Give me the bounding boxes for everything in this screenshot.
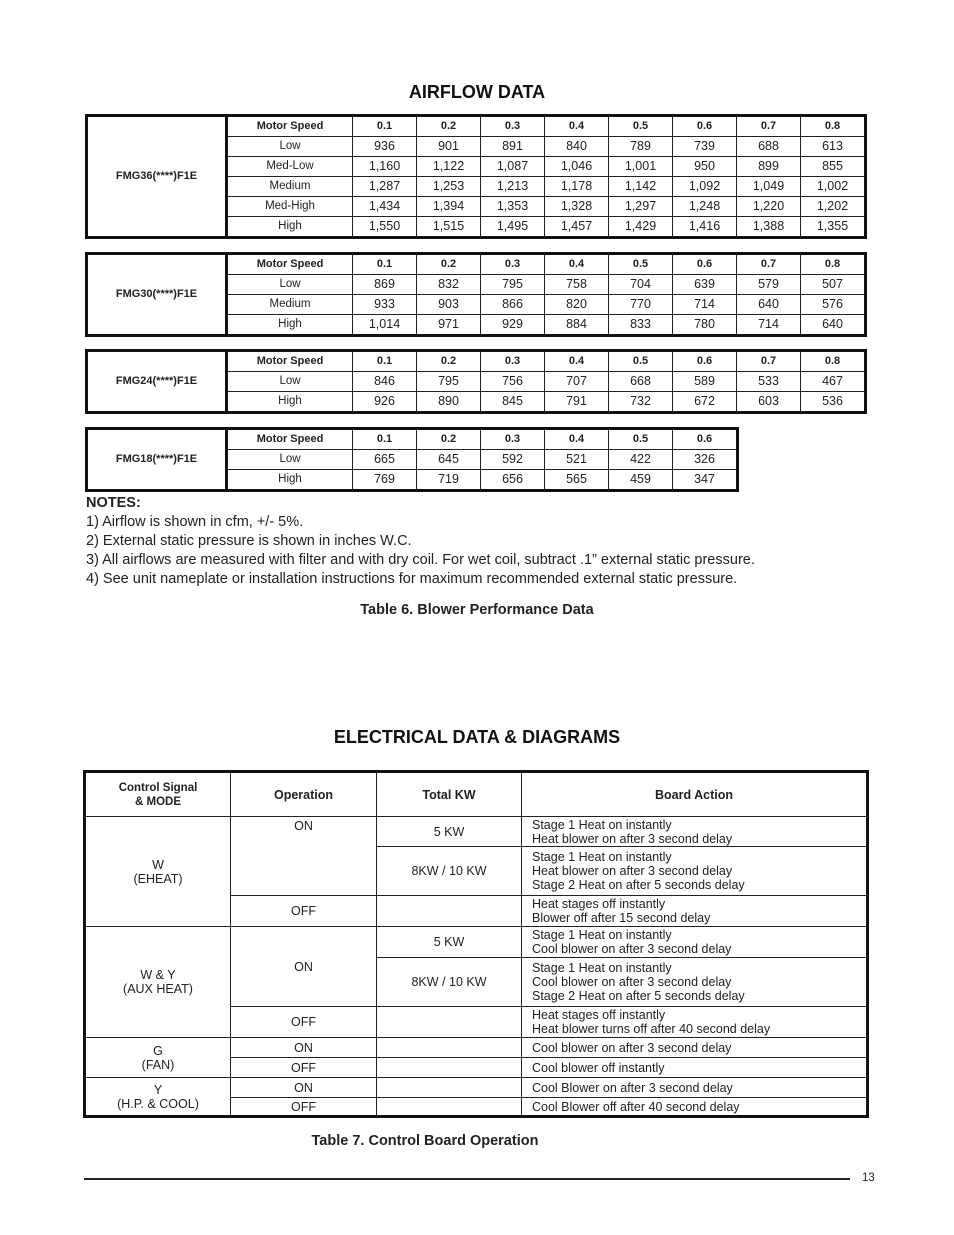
cell: 899 bbox=[737, 157, 801, 177]
cell: 507 bbox=[801, 275, 866, 295]
note-line: 2) External static pressure is shown in inches W.C. bbox=[86, 533, 412, 549]
action-line: Stage 1 Heat on instantly bbox=[532, 850, 672, 864]
header-pressure: 0.7 bbox=[737, 116, 801, 137]
header-total-kw: Total KW bbox=[377, 772, 522, 817]
cell: 936 bbox=[353, 137, 417, 157]
header-pressure: 0.1 bbox=[353, 254, 417, 275]
kw-cell-empty bbox=[377, 1038, 522, 1058]
control-board-table bbox=[83, 770, 869, 1118]
signal-mode: (EHEAT) bbox=[133, 871, 183, 886]
operation-cell bbox=[231, 817, 377, 896]
note-line: 1) Airflow is shown in cfm, +/- 5%. bbox=[86, 514, 304, 530]
cell: 688 bbox=[737, 137, 801, 157]
table-row bbox=[85, 927, 868, 958]
cell: 1,002 bbox=[801, 177, 866, 197]
action-line: Stage 1 Heat on instantly bbox=[532, 928, 672, 942]
action-line: Stage 2 Heat on after 5 seconds delay bbox=[532, 878, 745, 892]
header-control-signal-line1: Control Signal bbox=[118, 781, 198, 794]
kw-cell-empty bbox=[377, 1098, 522, 1117]
operation-cell: OFF bbox=[231, 1007, 377, 1038]
signal-name: Y bbox=[153, 1082, 163, 1097]
cell: 656 bbox=[481, 470, 545, 491]
header-control-signal-line2: & MODE bbox=[135, 795, 181, 808]
cell: 789 bbox=[609, 137, 673, 157]
cell: 613 bbox=[801, 137, 866, 157]
header-pressure: 0.3 bbox=[481, 429, 545, 450]
header-pressure: 0.1 bbox=[353, 429, 417, 450]
header-pressure: 0.5 bbox=[609, 429, 673, 450]
cell: 565 bbox=[545, 470, 609, 491]
header-pressure: 0.6 bbox=[673, 429, 738, 450]
kw-cell-empty bbox=[377, 1078, 522, 1098]
cell: 845 bbox=[481, 392, 545, 413]
header-pressure: 0.5 bbox=[609, 116, 673, 137]
cell: 714 bbox=[673, 295, 737, 315]
cell: 971 bbox=[417, 315, 481, 336]
cell: 1,394 bbox=[417, 197, 481, 217]
note-line: 3) All airflows are measured with filter and with dry coil. For wet coil, subtract .1” external static pressure. bbox=[86, 552, 755, 568]
cell: 933 bbox=[353, 295, 417, 315]
cell: 739 bbox=[673, 137, 737, 157]
header-pressure: 0.7 bbox=[737, 351, 801, 372]
cell: 833 bbox=[609, 315, 673, 336]
cell: 890 bbox=[417, 392, 481, 413]
cell: 603 bbox=[737, 392, 801, 413]
cell: 592 bbox=[481, 450, 545, 470]
operation-cell: ON bbox=[231, 1078, 377, 1098]
table-6-caption: Table 6. Blower Performance Data bbox=[360, 602, 594, 618]
cell: 1,550 bbox=[353, 217, 417, 238]
header-pressure: 0.8 bbox=[801, 254, 866, 275]
action-line: Cool blower on after 3 second delay bbox=[532, 942, 732, 956]
header-pressure: 0.6 bbox=[673, 116, 737, 137]
cell: 1,122 bbox=[417, 157, 481, 177]
header-pressure: 0.4 bbox=[545, 351, 609, 372]
action-cell bbox=[522, 958, 868, 1007]
header-pressure: 0.2 bbox=[417, 429, 481, 450]
cell: 579 bbox=[737, 275, 801, 295]
header-pressure: 0.5 bbox=[609, 254, 673, 275]
cell: 326 bbox=[673, 450, 738, 470]
cell: 1,495 bbox=[481, 217, 545, 238]
cell: 756 bbox=[481, 372, 545, 392]
header-pressure: 0.2 bbox=[417, 116, 481, 137]
header-pressure: 0.6 bbox=[673, 254, 737, 275]
cell: 645 bbox=[417, 450, 481, 470]
cell: 347 bbox=[673, 470, 738, 491]
cell: 780 bbox=[673, 315, 737, 336]
cell: 1,297 bbox=[609, 197, 673, 217]
action-line: Stage 1 Heat on instantly bbox=[532, 817, 672, 832]
cell: 1,355 bbox=[801, 217, 866, 238]
airflow-table-fmg30 bbox=[85, 252, 867, 337]
cell: 719 bbox=[417, 470, 481, 491]
cell: 869 bbox=[353, 275, 417, 295]
notes-block bbox=[86, 494, 755, 589]
cell: 769 bbox=[353, 470, 417, 491]
action-line: Blower off after 15 second delay bbox=[532, 911, 711, 925]
cell: 1,202 bbox=[801, 197, 866, 217]
cell: 1,457 bbox=[545, 217, 609, 238]
airflow-table-fmg24 bbox=[85, 349, 867, 414]
table-row bbox=[85, 1078, 868, 1098]
cell: 795 bbox=[417, 372, 481, 392]
cell: 929 bbox=[481, 315, 545, 336]
speed-label: High bbox=[227, 392, 353, 413]
cell: 1,434 bbox=[353, 197, 417, 217]
header-pressure: 0.6 bbox=[673, 351, 737, 372]
cell: 640 bbox=[801, 315, 866, 336]
cell: 732 bbox=[609, 392, 673, 413]
kw-cell: 5 KW bbox=[377, 817, 522, 847]
cell: 1,160 bbox=[353, 157, 417, 177]
airflow-title: AIRFLOW DATA bbox=[408, 82, 546, 102]
header-operation: Operation bbox=[231, 772, 377, 817]
cell: 891 bbox=[481, 137, 545, 157]
action-line: Heat stages off instantly bbox=[532, 1008, 666, 1022]
header-board-action: Board Action bbox=[522, 772, 868, 817]
signal-mode: (H.P. & COOL) bbox=[117, 1096, 199, 1111]
cell: 1,178 bbox=[545, 177, 609, 197]
cell: 639 bbox=[673, 275, 737, 295]
operation-label: ON bbox=[294, 819, 313, 833]
cell: 1,287 bbox=[353, 177, 417, 197]
electrical-title: ELECTRICAL DATA & DIAGRAMS bbox=[333, 727, 621, 747]
signal-name: W & Y bbox=[140, 968, 176, 982]
speed-label: High bbox=[227, 315, 353, 336]
operation-cell: ON bbox=[231, 927, 377, 1007]
speed-label: High bbox=[227, 470, 353, 491]
cell: 820 bbox=[545, 295, 609, 315]
airflow-table-fmg36 bbox=[85, 114, 867, 239]
cell: 1,049 bbox=[737, 177, 801, 197]
header-motor-speed: Motor Speed bbox=[227, 116, 353, 137]
kw-cell: 5 KW bbox=[377, 927, 522, 958]
cell: 901 bbox=[417, 137, 481, 157]
model-label: FMG30(****)F1E bbox=[87, 254, 227, 336]
cell: 714 bbox=[737, 315, 801, 336]
operation-cell: OFF bbox=[231, 896, 377, 927]
model-label: FMG24(****)F1E bbox=[87, 351, 227, 413]
action-cell bbox=[522, 847, 868, 896]
cell: 1,213 bbox=[481, 177, 545, 197]
action-cell bbox=[522, 927, 868, 958]
action-cell: Cool blower on after 3 second delay bbox=[522, 1038, 868, 1058]
action-cell bbox=[522, 1007, 868, 1038]
notes-title: NOTES: bbox=[86, 495, 141, 511]
cell: 1,429 bbox=[609, 217, 673, 238]
operation-cell: OFF bbox=[231, 1058, 377, 1078]
header-pressure: 0.4 bbox=[545, 116, 609, 137]
signal-cell bbox=[85, 817, 231, 927]
airflow-table-fmg18 bbox=[85, 427, 739, 492]
speed-label: Low bbox=[227, 275, 353, 295]
cell: 855 bbox=[801, 157, 866, 177]
action-line: Stage 2 Heat on after 5 seconds delay bbox=[532, 989, 745, 1003]
header-pressure: 0.2 bbox=[417, 254, 481, 275]
cell: 533 bbox=[737, 372, 801, 392]
header-pressure: 0.3 bbox=[481, 116, 545, 137]
cell: 1,253 bbox=[417, 177, 481, 197]
kw-cell-empty bbox=[377, 1058, 522, 1078]
cell: 758 bbox=[545, 275, 609, 295]
cell: 665 bbox=[353, 450, 417, 470]
cell: 1,092 bbox=[673, 177, 737, 197]
kw-cell-empty bbox=[377, 896, 522, 927]
kw-cell: 8KW / 10 KW bbox=[377, 847, 522, 896]
header-pressure: 0.8 bbox=[801, 116, 866, 137]
action-line: Heat stages off instantly bbox=[532, 897, 666, 911]
action-cell bbox=[522, 896, 868, 927]
cell: 1,001 bbox=[609, 157, 673, 177]
cell: 1,014 bbox=[353, 315, 417, 336]
speed-label: Medium bbox=[227, 295, 353, 315]
cell: 536 bbox=[801, 392, 866, 413]
table-row bbox=[85, 1038, 868, 1058]
cell: 832 bbox=[417, 275, 481, 295]
cell: 1,248 bbox=[673, 197, 737, 217]
cell: 1,416 bbox=[673, 217, 737, 238]
cell: 640 bbox=[737, 295, 801, 315]
cell: 770 bbox=[609, 295, 673, 315]
action-line: Heat blower turns off after 40 second delay bbox=[532, 1022, 771, 1036]
header-pressure: 0.4 bbox=[545, 254, 609, 275]
header-motor-speed: Motor Speed bbox=[227, 429, 353, 450]
action-cell: Cool Blower off after 40 second delay bbox=[522, 1098, 868, 1117]
speed-label: Low bbox=[227, 450, 353, 470]
cell: 1,388 bbox=[737, 217, 801, 238]
header-pressure: 0.4 bbox=[545, 429, 609, 450]
action-cell bbox=[522, 817, 868, 847]
header-control-signal bbox=[85, 772, 231, 817]
cell: 704 bbox=[609, 275, 673, 295]
speed-label: Low bbox=[227, 372, 353, 392]
speed-label: Medium bbox=[227, 177, 353, 197]
signal-mode: (FAN) bbox=[141, 1057, 175, 1072]
signal-cell bbox=[85, 927, 231, 1038]
cell: 846 bbox=[353, 372, 417, 392]
cell: 1,353 bbox=[481, 197, 545, 217]
action-line: Heat blower on after 3 second delay bbox=[532, 864, 733, 878]
header-pressure: 0.8 bbox=[801, 351, 866, 372]
cell: 840 bbox=[545, 137, 609, 157]
action-line: Stage 1 Heat on instantly bbox=[532, 961, 672, 975]
operation-cell: OFF bbox=[231, 1098, 377, 1117]
cell: 884 bbox=[545, 315, 609, 336]
page-number: 13 bbox=[862, 1172, 875, 1184]
cell: 459 bbox=[609, 470, 673, 491]
cell: 926 bbox=[353, 392, 417, 413]
cell: 589 bbox=[673, 372, 737, 392]
cell: 422 bbox=[609, 450, 673, 470]
cell: 672 bbox=[673, 392, 737, 413]
cell: 903 bbox=[417, 295, 481, 315]
kw-cell-empty bbox=[377, 1007, 522, 1038]
cell: 668 bbox=[609, 372, 673, 392]
operation-cell: ON bbox=[231, 1038, 377, 1058]
cell: 521 bbox=[545, 450, 609, 470]
header-motor-speed: Motor Speed bbox=[227, 351, 353, 372]
action-cell: Cool blower off instantly bbox=[522, 1058, 868, 1078]
signal-cell bbox=[85, 1078, 231, 1117]
header-pressure: 0.2 bbox=[417, 351, 481, 372]
header-pressure: 0.3 bbox=[481, 254, 545, 275]
cell: 1,046 bbox=[545, 157, 609, 177]
action-cell: Cool Blower on after 3 second delay bbox=[522, 1078, 868, 1098]
signal-mode: (AUX HEAT) bbox=[123, 982, 193, 996]
cell: 1,142 bbox=[609, 177, 673, 197]
table-row bbox=[85, 817, 868, 847]
cell: 467 bbox=[801, 372, 866, 392]
speed-label: High bbox=[227, 217, 353, 238]
cell: 707 bbox=[545, 372, 609, 392]
signal-name: W bbox=[152, 857, 164, 872]
model-label: FMG36(****)F1E bbox=[87, 116, 227, 238]
speed-label: Med-High bbox=[227, 197, 353, 217]
signal-name: G bbox=[153, 1043, 163, 1058]
table-7-caption: Table 7. Control Board Operation bbox=[311, 1133, 539, 1149]
cell: 576 bbox=[801, 295, 866, 315]
cell: 1,515 bbox=[417, 217, 481, 238]
signal-cell bbox=[85, 1038, 231, 1078]
cell: 791 bbox=[545, 392, 609, 413]
cell: 950 bbox=[673, 157, 737, 177]
cell: 1,087 bbox=[481, 157, 545, 177]
kw-cell: 8KW / 10 KW bbox=[377, 958, 522, 1007]
cell: 1,220 bbox=[737, 197, 801, 217]
header-pressure: 0.1 bbox=[353, 351, 417, 372]
speed-label: Low bbox=[227, 137, 353, 157]
header-pressure: 0.7 bbox=[737, 254, 801, 275]
action-line: Heat blower on after 3 second delay bbox=[532, 831, 733, 846]
cell: 795 bbox=[481, 275, 545, 295]
speed-label: Med-Low bbox=[227, 157, 353, 177]
footer-divider bbox=[84, 1178, 850, 1180]
header-motor-speed: Motor Speed bbox=[227, 254, 353, 275]
cell: 1,328 bbox=[545, 197, 609, 217]
model-label: FMG18(****)F1E bbox=[87, 429, 227, 491]
note-line: 4) See unit nameplate or installation instructions for maximum recommended external static pressure. bbox=[86, 571, 738, 587]
action-line: Cool blower on after 3 second delay bbox=[532, 975, 732, 989]
cell: 866 bbox=[481, 295, 545, 315]
header-pressure: 0.1 bbox=[353, 116, 417, 137]
header-pressure: 0.5 bbox=[609, 351, 673, 372]
header-pressure: 0.3 bbox=[481, 351, 545, 372]
